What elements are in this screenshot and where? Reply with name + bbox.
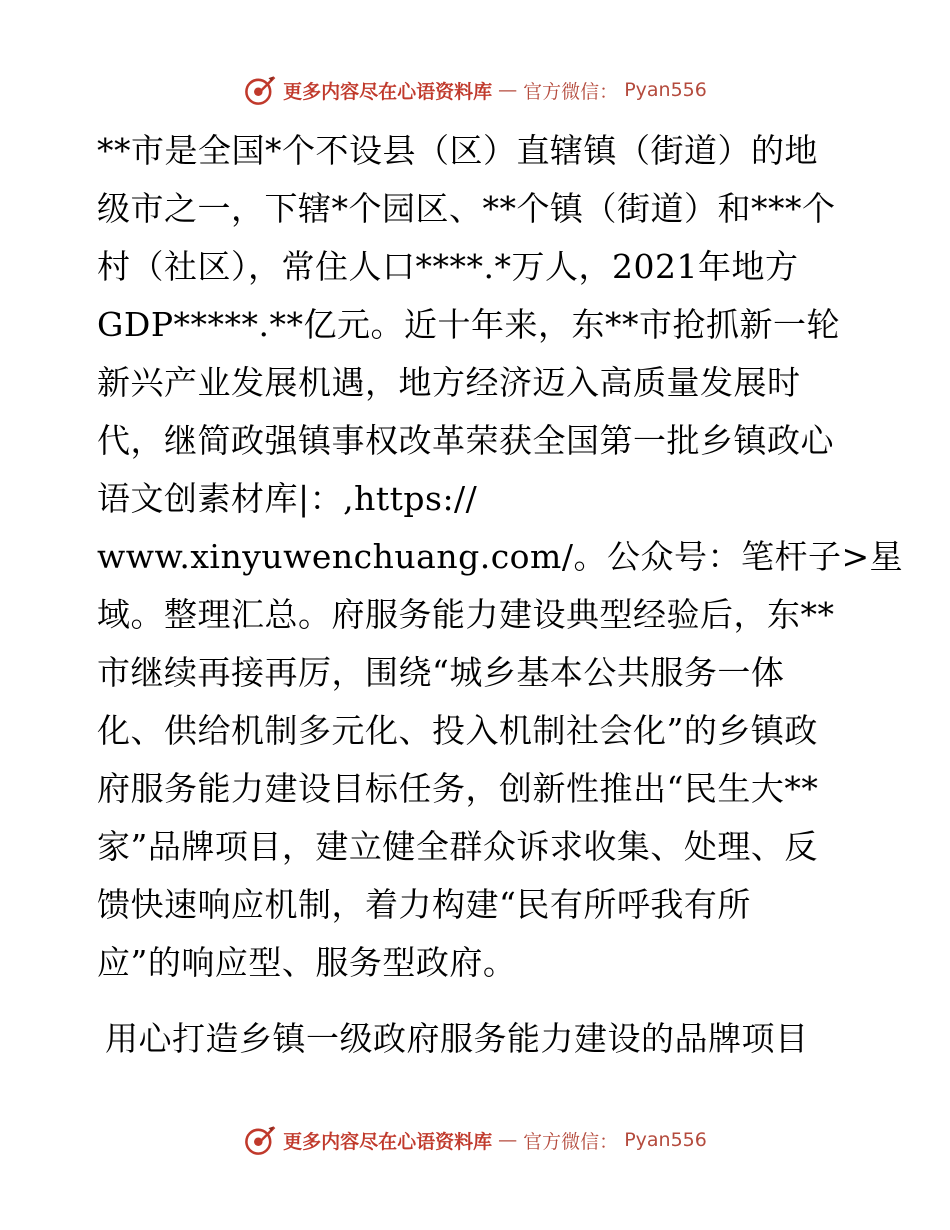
body-line: 新兴产业发展机遇，地方经济迈入高质量发展时: [97, 363, 801, 402]
document-body: [97, 122, 904, 1068]
banner-dash: —: [498, 79, 518, 101]
body-line: 化、供给机制多元化、投入机制社会化”的乡镇政: [97, 711, 818, 750]
banner-official-label: 官方微信：: [523, 1130, 619, 1153]
banner-wechat-id: Pyan556: [624, 79, 707, 101]
body-line: 语文创素材库|：,https://: [97, 479, 478, 518]
banner-official-label: 官方微信：: [523, 80, 619, 103]
section-heading: 用心打造乡镇一级政府服务能力建设的品牌项目: [105, 1019, 809, 1058]
banner-title: 更多内容尽在心语资料库: [283, 1130, 493, 1153]
banner-dash: —: [498, 1129, 518, 1151]
header-banner: [0, 70, 950, 110]
body-line: 村（社区），常住人口****.*万人，2021年地方: [97, 247, 799, 286]
body-line: 代，继简政强镇事权改革荣获全国第一批乡镇政心: [97, 421, 834, 460]
body-line: 市继续再接再厉，围绕“城乡基本公共服务一体: [97, 653, 785, 692]
body-line: 府服务能力建设目标任务，创新性推出“民生大**: [97, 769, 819, 808]
body-line: GDP*****.**亿元。近十年来，东**市抢抓新一轮: [97, 305, 841, 344]
body-line: 域。整理汇总。府服务能力建设典型经验后，东**: [97, 595, 835, 634]
body-line: 级市之一，下辖*个园区、**个镇（街道）和***个: [97, 189, 836, 228]
body-line: 家”品牌项目，建立健全群众诉求收集、处理、反: [97, 827, 818, 866]
quill-pen-circle-logo-icon: [243, 73, 277, 107]
body-line: 馈快速响应机制，着力构建“民有所呼我有所: [97, 885, 751, 924]
body-line: 应”的响应型、服务型政府。: [97, 943, 517, 982]
body-line: **市是全国*个不设县（区）直辖镇（街道）的地: [97, 131, 818, 170]
footer-banner: [0, 1120, 950, 1160]
banner-wechat-id: Pyan556: [624, 1129, 707, 1151]
banner-title: 更多内容尽在心语资料库: [283, 80, 493, 103]
quill-pen-circle-logo-icon: [243, 1123, 277, 1157]
body-line-url: www.xinyuwenchuang.com/。公众号：笔杆子>星: [97, 537, 904, 576]
